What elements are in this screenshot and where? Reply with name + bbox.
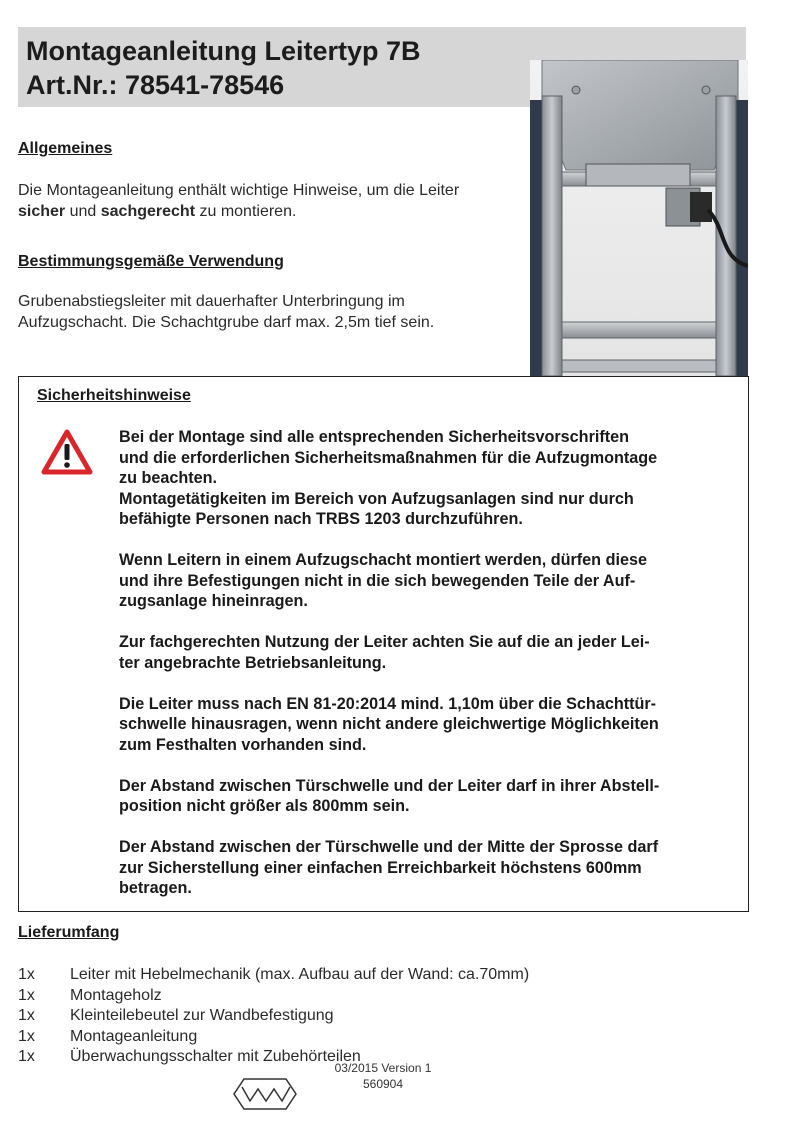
list-item: [18, 986, 529, 1007]
list-item-qty: 1x: [18, 1007, 35, 1024]
safety-line: Der Abstand zwischen der Türschwelle und der Mitte der Sprosse darf: [119, 838, 659, 856]
safety-line: betragen.: [119, 879, 192, 897]
section-heading-verwendung: Bestimmungsgemäße Verwendung: [18, 253, 284, 270]
safety-line: Zur fachgerechten Nutzung der Leiter achten Sie auf die an jeder Lei-: [119, 633, 650, 651]
list-item: [18, 965, 529, 986]
safety-line: Der Abstand zwischen Türschwelle und der Leiter darf in ihrer Abstell-: [119, 776, 660, 795]
article-number: Art.Nr.: 78541-78546: [26, 70, 285, 100]
company-logo: [232, 1077, 298, 1111]
section-verwendung: [18, 253, 284, 271]
safety-paragraph-6: [119, 837, 709, 899]
safety-line: zugsanlage hineinragen.: [119, 592, 308, 610]
footer-info: [318, 1060, 448, 1092]
list-item-text: Montageholz: [70, 986, 162, 1004]
safety-line: zum Festhalten vorhanden sind.: [119, 735, 367, 754]
product-photo: [530, 60, 748, 376]
list-item: [18, 1047, 529, 1068]
delivery-list: [18, 965, 529, 1068]
verwendung-line2: Aufzugschacht. Die Schachtgrube darf max. 2,5m tief sein.: [18, 314, 435, 331]
safety-line: und ihre Befestigungen nicht in die sich bewegenden Teile der Auf-: [119, 571, 636, 590]
list-item-text: Überwachungsschalter mit Zubehörteilen: [70, 1048, 361, 1065]
section-heading-allgemeines: Allgemeines: [18, 140, 113, 157]
safety-line: und die erforderlichen Sicherheitsmaßnahmen für die Aufzugmontage: [119, 448, 658, 467]
safety-line: befähigte Personen nach TRBS 1203 durchzuführen.: [119, 510, 523, 528]
safety-paragraph-3: [119, 632, 709, 673]
section-allgemeines: [18, 140, 112, 158]
safety-line: Wenn Leitern in einem Aufzugschacht montiert werden, dürfen diese: [119, 551, 647, 569]
emphasis-sicher: sicher: [18, 203, 66, 220]
safety-text: [119, 427, 709, 899]
verwendung-line1: Grubenabstiegsleiter mit dauerhafter Unterbringung im: [18, 293, 405, 310]
list-item-qty: 1x: [18, 1048, 35, 1065]
safety-line: schwelle hinausragen, wenn nicht andere gleichwertige Möglichkeiten: [119, 715, 659, 733]
safety-line: Bei der Montage sind alle entsprechenden Sicherheitsvorschriften: [119, 428, 630, 446]
safety-line: zu beachten.: [119, 469, 218, 487]
list-item-qty: 1x: [18, 1027, 35, 1045]
allgemeines-text-end: zu montieren.: [199, 203, 297, 220]
list-item-text: Montageanleitung: [70, 1027, 198, 1045]
version-label: 03/2015 Version 1: [334, 1061, 432, 1075]
safety-line: ter angebrachte Betriebsanleitung.: [119, 653, 387, 672]
emphasis-sachgerecht: sachgerecht: [100, 203, 196, 220]
page-title: Montageanleitung Leitertyp 7B: [26, 36, 421, 66]
document-number: 560904: [362, 1077, 404, 1091]
safety-line: position nicht größer als 800mm sein.: [119, 797, 410, 815]
allgemeines-text-line1: Die Montageanleitung enthält wichtige Hinweise, um die Leiter: [18, 182, 460, 199]
safety-paragraph-1: [119, 427, 709, 530]
safety-line: Die Leiter muss nach EN 81-20:2014 mind. 1,10m über die Schachttür-: [119, 694, 657, 713]
ladder-illustration: [530, 60, 748, 376]
section-heading-lieferumfang: Lieferumfang: [18, 924, 120, 941]
list-item-qty: 1x: [18, 966, 35, 983]
safety-paragraph-2: [119, 550, 709, 612]
warning-triangle-icon: [41, 429, 93, 475]
safety-paragraph-5: [119, 776, 709, 817]
safety-heading: Sicherheitshinweise: [37, 387, 191, 404]
connector-text: und: [69, 203, 97, 220]
list-item-qty: 1x: [18, 986, 35, 1004]
list-item: [18, 1006, 529, 1027]
safety-line: zur Sicherstellung einer einfachen Erreichbarkeit höchstens 600mm: [119, 858, 642, 877]
list-item-text: Leiter mit Hebelmechanik (max. Aufbau auf der Wand: ca.70mm): [70, 966, 530, 983]
safety-paragraph-4: [119, 694, 709, 756]
list-item: [18, 1027, 529, 1048]
list-item-text: Kleinteilebeutel zur Wandbefestigung: [70, 1007, 334, 1024]
section-lieferumfang: [18, 924, 119, 942]
allgemeines-text: [18, 180, 518, 222]
safety-line: Montagetätigkeiten im Bereich von Aufzugsanlagen sind nur durch: [119, 489, 634, 508]
safety-notice-box: [18, 376, 749, 912]
verwendung-text: [18, 291, 518, 333]
